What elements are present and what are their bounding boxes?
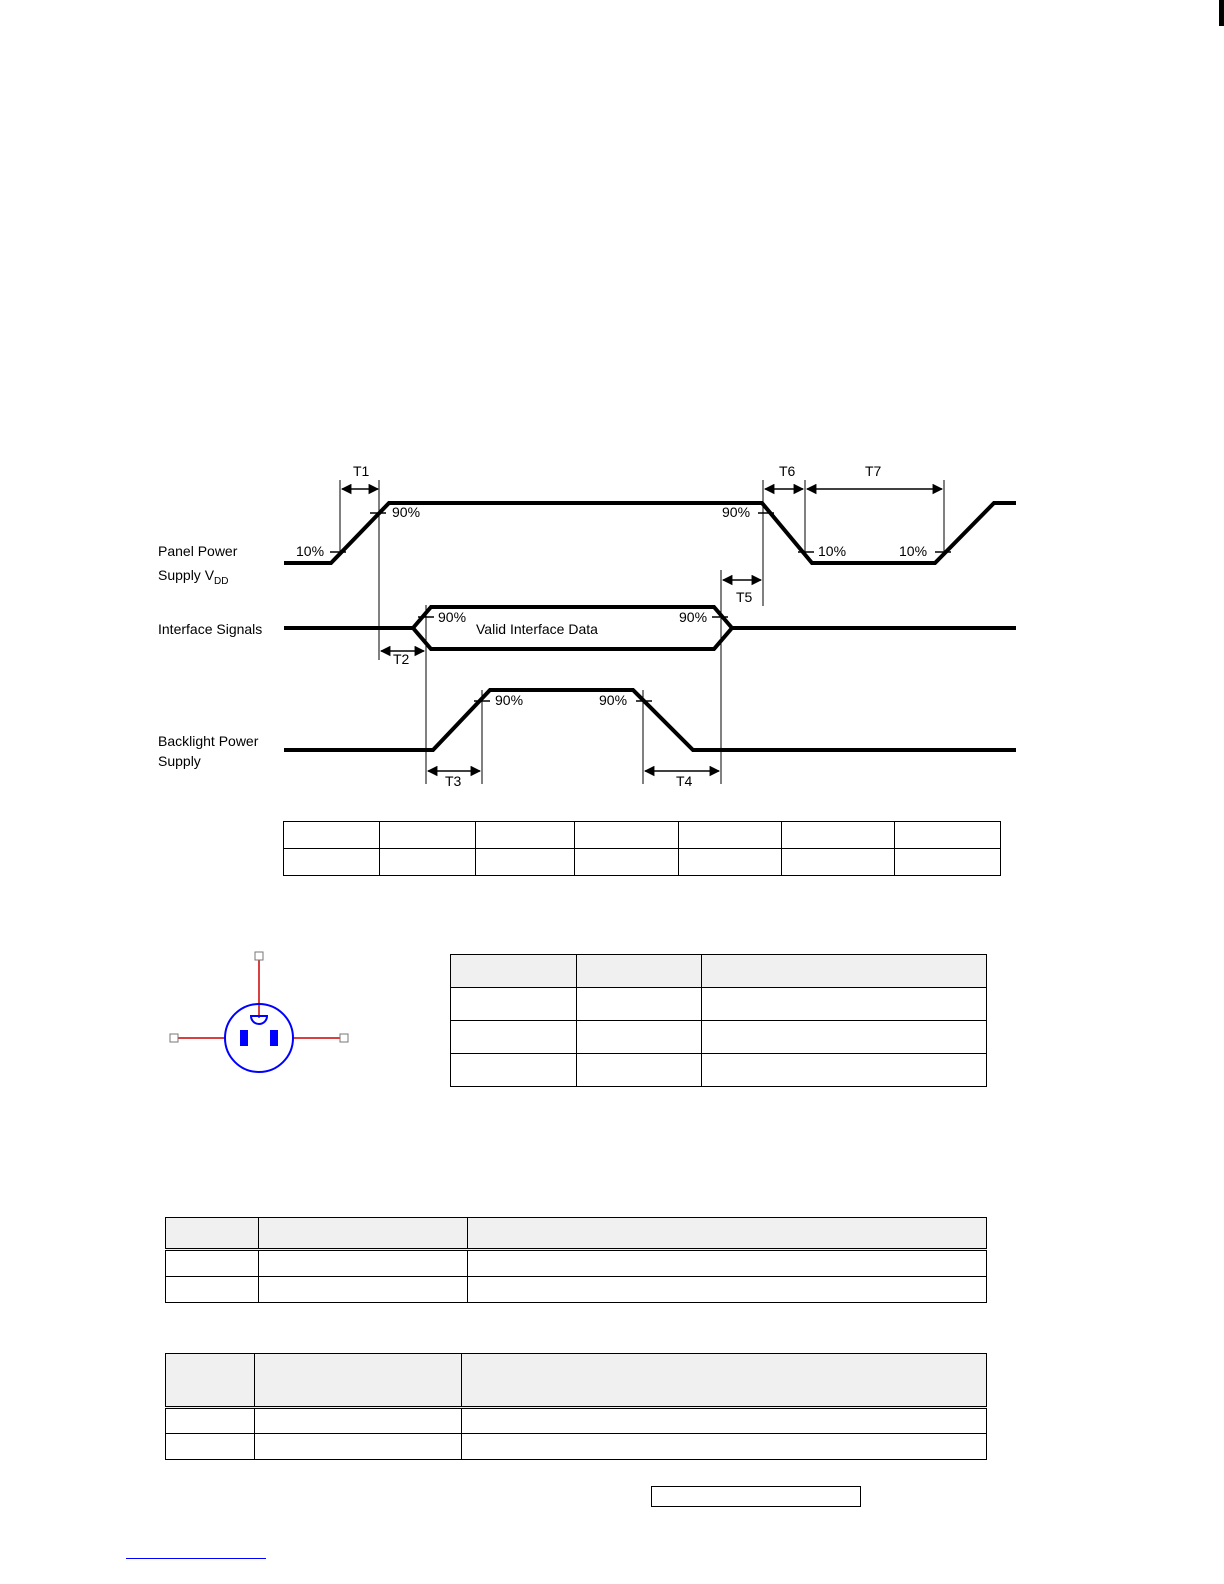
connector-top-pin [255, 952, 263, 960]
timing-reference-lines [340, 480, 944, 784]
table-cell [895, 849, 1001, 876]
table-cell [895, 822, 1001, 849]
table-cell [577, 988, 702, 1021]
table-cell [284, 849, 380, 876]
interface-fall-90-label: 90% [679, 609, 708, 625]
table-cell [462, 1408, 987, 1434]
backlight-waveform [284, 690, 1016, 750]
backlight-power-label: Backlight Power [158, 733, 259, 749]
table-cell [782, 822, 895, 849]
table-cell [575, 849, 679, 876]
table-cell [476, 822, 575, 849]
table-header-cell [255, 1354, 462, 1408]
spec-table-b [165, 1353, 987, 1460]
connector-right-pin [340, 1034, 348, 1042]
connector-pin-table [450, 954, 987, 1087]
connector-right-contact [270, 1030, 278, 1046]
table-row [166, 1434, 987, 1460]
table-cell [259, 1277, 468, 1303]
vdd-fall-10-label: 10% [818, 543, 847, 559]
footer-box [651, 1486, 861, 1507]
table-cell [577, 1054, 702, 1087]
timing-values-table [283, 821, 1001, 876]
table-row [451, 1021, 987, 1054]
table-cell [166, 1277, 259, 1303]
t7-label: T7 [865, 463, 882, 479]
table-cell [166, 1434, 255, 1460]
table-header-cell [462, 1354, 987, 1408]
table-cell [451, 988, 577, 1021]
table-cell [259, 1250, 468, 1277]
table-cell [380, 849, 476, 876]
backlight-fall-90-label: 90% [599, 692, 628, 708]
panel-power-label: Panel Power [158, 543, 238, 559]
t4-label: T4 [676, 773, 693, 789]
table-cell [255, 1434, 462, 1460]
table-header-row [166, 1354, 987, 1408]
table-cell [380, 822, 476, 849]
t6-label: T6 [779, 463, 796, 479]
table-header-cell [259, 1218, 468, 1250]
t1-label: T1 [353, 463, 370, 479]
table-cell [577, 1021, 702, 1054]
table-header-cell [468, 1218, 987, 1250]
footer-link-rule [126, 1558, 266, 1559]
table-cell [451, 1021, 577, 1054]
table-header-cell [702, 955, 987, 988]
table-cell [468, 1250, 987, 1277]
t2-label: T2 [393, 651, 410, 667]
table-row [166, 1250, 987, 1277]
backlight-rise-90-label: 90% [495, 692, 524, 708]
vdd-fall-90-label: 90% [722, 504, 751, 520]
table-header-row [166, 1218, 987, 1250]
interface-rise-90-label: 90% [438, 609, 467, 625]
table-header-cell [166, 1218, 259, 1250]
table-row [451, 1054, 987, 1087]
vdd-rerise-10-label: 10% [899, 543, 928, 559]
table-header-cell [451, 955, 577, 988]
table-cell [702, 988, 987, 1021]
table-cell [679, 849, 782, 876]
t3-label: T3 [445, 773, 462, 789]
table-cell [255, 1408, 462, 1434]
vdd-rise-90-label: 90% [392, 504, 421, 520]
table-cell [166, 1408, 255, 1434]
connector-left-pin [170, 1034, 178, 1042]
table-cell [451, 1054, 577, 1087]
table-cell [702, 1021, 987, 1054]
table-cell [166, 1250, 259, 1277]
panel-power-label-line2: Supply $V_{DD}$ [158, 567, 229, 587]
table-cell [782, 849, 895, 876]
connector-symbol [170, 952, 348, 1072]
interface-signals-label: Interface Signals [158, 621, 263, 637]
table-cell [702, 1054, 987, 1087]
table-cell [284, 822, 380, 849]
vdd-tick-marks [330, 513, 951, 552]
table-row [166, 1408, 987, 1434]
table-row [166, 1277, 987, 1303]
t5-label: T5 [736, 589, 753, 605]
table-row [284, 849, 1001, 876]
table-row [284, 822, 1001, 849]
backlight-power-label-line2: Supply [158, 753, 201, 769]
table-cell [462, 1434, 987, 1460]
table-header-row [451, 955, 987, 988]
table-row [451, 988, 987, 1021]
table-header-cell [166, 1354, 255, 1408]
spec-table-a [165, 1217, 987, 1303]
vdd-rise-10-label: 10% [296, 543, 325, 559]
table-cell [476, 849, 575, 876]
table-cell [679, 822, 782, 849]
valid-interface-data-label: Valid Interface Data [476, 621, 598, 637]
connector-left-contact [240, 1030, 248, 1046]
table-header-cell [577, 955, 702, 988]
table-cell [575, 822, 679, 849]
table-cell [468, 1277, 987, 1303]
